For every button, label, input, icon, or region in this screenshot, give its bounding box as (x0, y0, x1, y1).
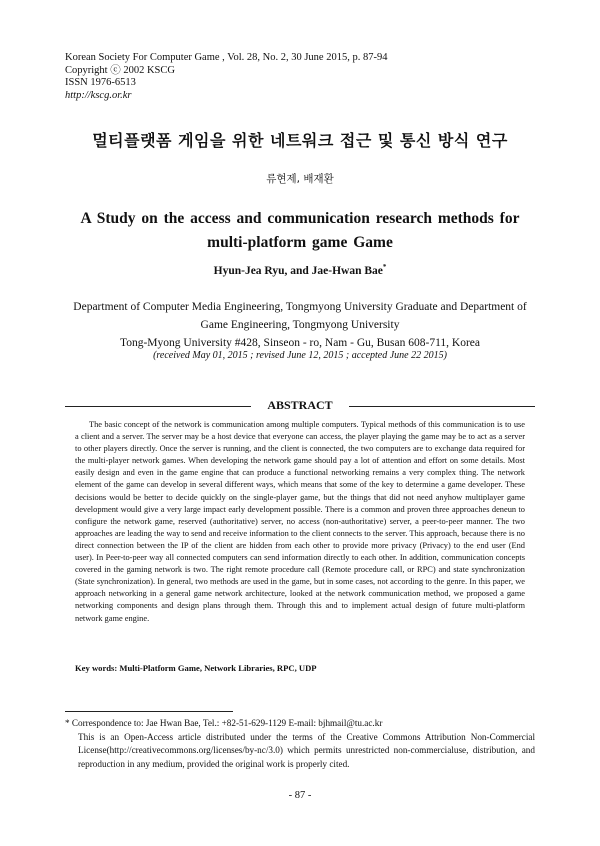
english-authors-names: Hyun-Jea Ryu, and Jae-Hwan Bae (213, 264, 383, 277)
footnote-license: This is an Open-Access article distributed under the terms of the Creative Commons Attribution Non-Commercial License(http://creativecommons.org/licenses/by-nc/3.0) which permits unrestricted non-commercialuse, distribution, and reproduction in any medium, provided the original work is properly cited. (78, 731, 535, 769)
english-title-line-2: multi-platform game Game (207, 234, 393, 251)
abstract-rule-right (349, 406, 535, 407)
english-title-line-1: A Study on the access and communication research methods for (80, 210, 520, 227)
issn-line: ISSN 1976-6513 (65, 77, 136, 89)
abstract-heading-text: ABSTRACT (267, 398, 333, 412)
english-title (60, 207, 540, 255)
footnote (65, 717, 535, 771)
korean-authors: 류현제, 배재환 (266, 173, 334, 185)
copyright-line: Copyright ⓒ 2002 KSCG (65, 64, 175, 76)
journal-header (65, 52, 387, 102)
english-authors (0, 263, 600, 277)
corresponding-author-mark: * (382, 263, 387, 271)
footnote-correspondence: * Correspondence to: Jae Hwan Bae, Tel.: +82-51-629-1129 E-mail: bjhmail@tu.ac.kr (65, 718, 383, 728)
keywords: Key words: Multi-Platform Game, Network Libraries, RPC, UDP (75, 663, 317, 673)
footnote-rule (65, 711, 233, 712)
affiliation-line-2: Tong-Myong University #428, Sinseon - ro, Nam - Gu, Busan 608-711, Korea (119, 337, 480, 349)
abstract-rule-left (65, 406, 251, 407)
affiliation-line-1: Department of Computer Media Engineering, Tongmyong University Graduate and Department of Game Engineering, Tongmyong University (73, 301, 527, 331)
journal-url-link[interactable]: http://kscg.or.kr (65, 89, 132, 101)
abstract-body: The basic concept of the network is communication among multiple computers. Typical methods of this communication is to use a client and a server. The server may be a host device that everyone can access, the player playing the game may be to act as a server to other players directly. Once the server is running, and the client is connected, the two computers are to exchange data required for the multi-player network games. When developing the network game should pay a lot of attention and effort on some details. Most easily design and even in the game engine that can produce a functional networking remains a very complex thing. The network element of the game can develop in several different ways, which means that some of the key to determine a game developer. These decisions would be better to decide quickly on the single-player game, but the things that did not need anyhow multiplayer game development would give a very large impact early development possible. There is a common and proven three approaches deneun to configure the network game, reserved (authoritative) server, no access (non-authoritative) server, a peer-to-peer manner. The two approaches are leading the way to send and receive information to the client connects to the server. This approach, because there is no direct connection between the IP of the client are hidden from each other to provide more privacy (Privacy) to the end user (End user). In Peer-to-peer way all connected computers can send information directly to each other. In addition, communication concepts covered in the gaming network is two. The right remote procedure call (Remote procedure call, or RPC) and state synchronization (State synchronization). In general, two methods are used in the game, but in some cases, not according to the genre. In this paper, we approach networking in a general game network architecture, looked at the network communication method, we proposed a game networking components and design plans through them. Through this and to implement actual design of future multi-platform network game engine. (75, 420, 525, 623)
received-dates: (received May 01, 2015 ; revised June 12, 2015 ; accepted June 22 2015) (153, 350, 447, 361)
abstract-heading (65, 398, 535, 414)
affiliation (62, 298, 538, 352)
page-number: - 87 - (288, 790, 312, 801)
korean-title: 멀티플랫폼 게임을 위한 네트워크 접근 및 통신 방식 연구 (92, 131, 508, 150)
journal-line: Korean Society For Computer Game , Vol. 28, No. 2, 30 June 2015, p. 87-94 (65, 52, 388, 63)
